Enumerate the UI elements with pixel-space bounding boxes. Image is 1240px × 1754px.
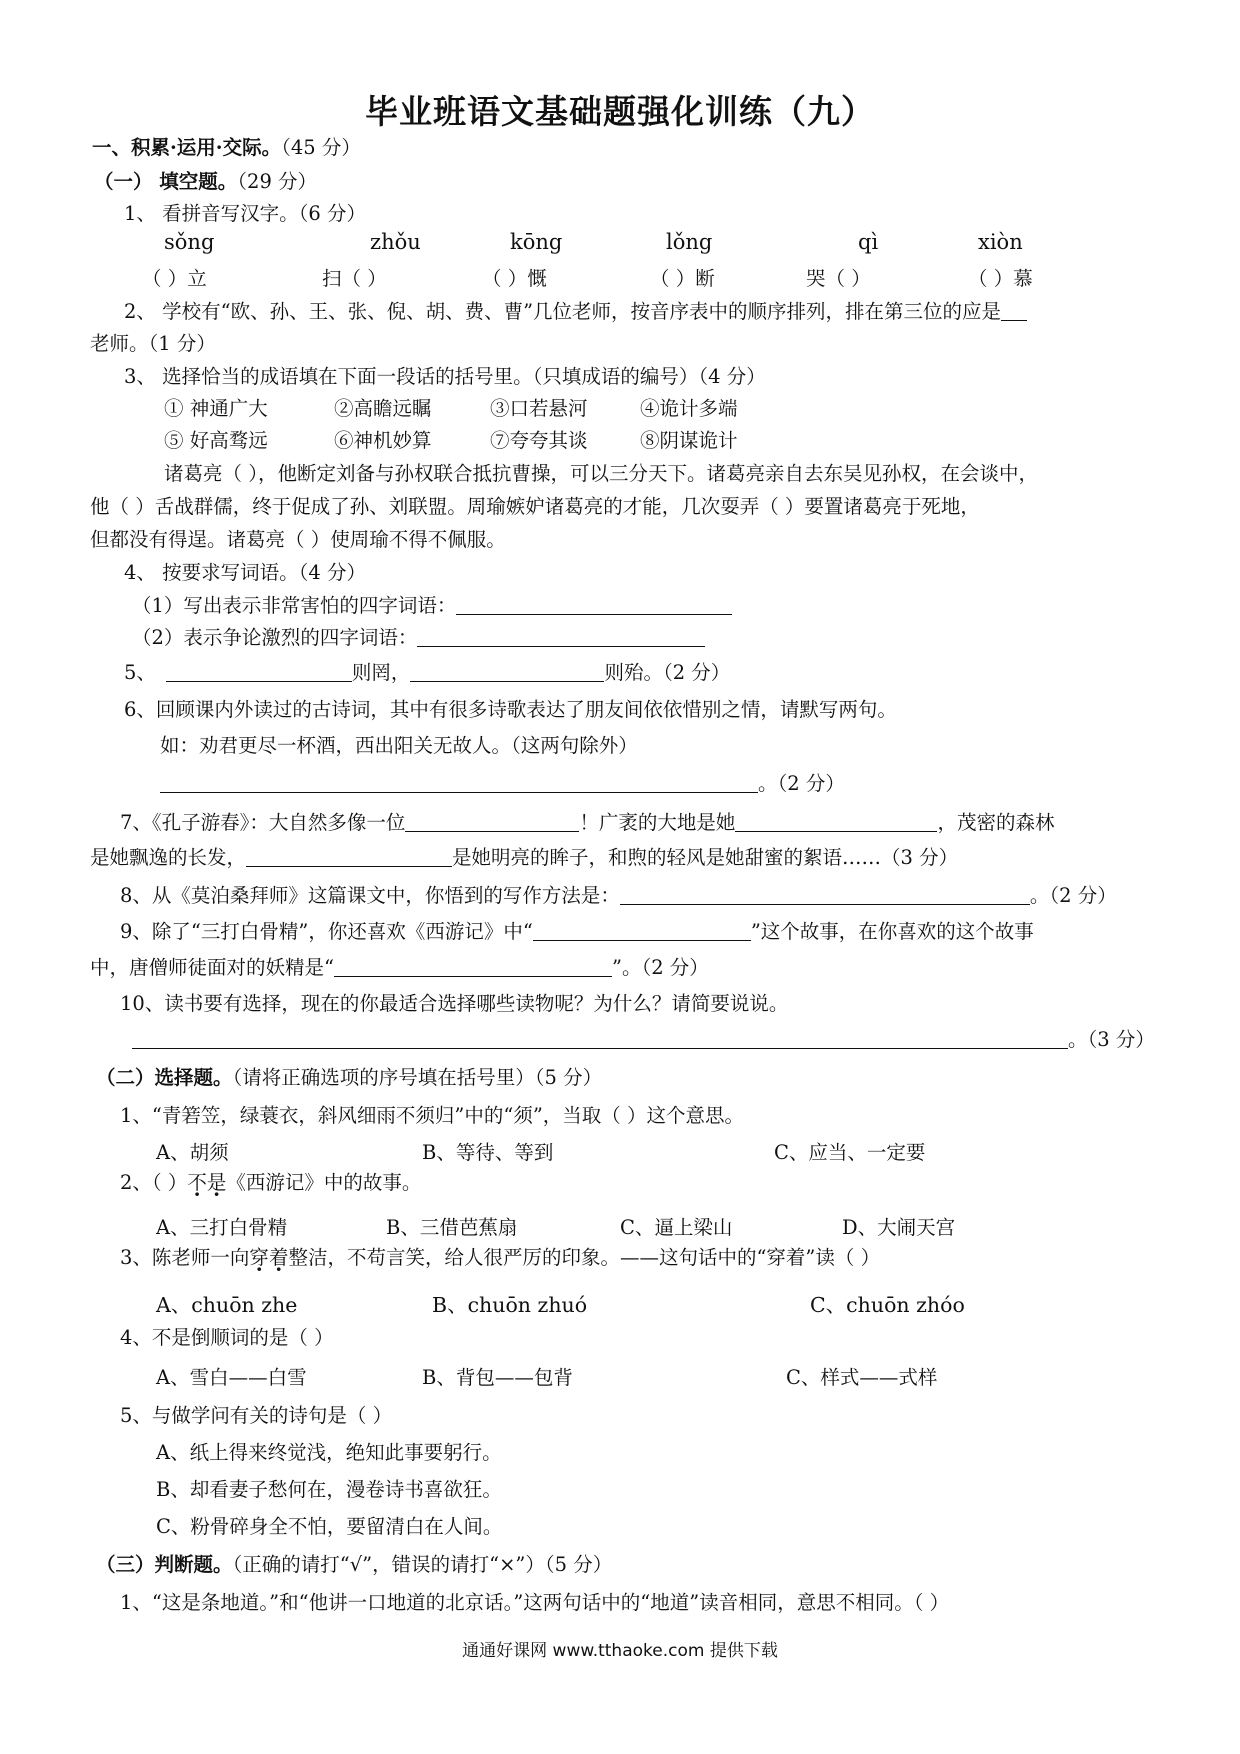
q5-text-b: 则殆。（2 分）: [604, 661, 731, 684]
q5-blank-1: [166, 661, 352, 682]
choice-2-dot-2: 是: [206, 1171, 227, 1194]
q8-line: [120, 880, 1117, 908]
footer-watermark: 通通好课网 www.tthaoke.com 提供下载: [462, 1641, 778, 1661]
choice-1-option-c: C、应当、一定要: [774, 1141, 926, 1164]
q7-blank-2: [735, 811, 937, 832]
choice-2-option-a: A、三打白骨精: [156, 1216, 288, 1239]
hanzi-blank-6: （ ）慕: [968, 267, 1033, 290]
q3-passage-3: 但都没有得逞。诸葛亮（ ）使周瑜不得不佩服。: [90, 528, 506, 551]
q8-blank: [620, 884, 1030, 905]
q7-text-a: 7、《孔子游春》：大自然多像一位: [120, 811, 406, 834]
pinyin-1: sǒng: [164, 230, 215, 254]
q10-blank: [132, 1028, 1068, 1049]
part-1-title: （一） 填空题。: [94, 170, 238, 193]
pinyin-3: kōng: [510, 230, 563, 254]
choice-2-dot-1: 不: [187, 1171, 207, 1194]
section-1-score: （45 分）: [281, 136, 361, 159]
part-1-heading: [94, 166, 317, 194]
idiom-1: ① 神通广大: [164, 397, 268, 420]
hanzi-blank-5: 哭（ ）: [806, 267, 871, 290]
pinyin-2: zhǒu: [370, 230, 421, 254]
judge-1-text: 1、“这是条地道。”和“他讲一口地道的北京话。”这两句话中的“地道”读音相同，意思不相同。（ ）: [120, 1591, 950, 1614]
choice-2-option-b: B、三借芭蕉扇: [386, 1216, 518, 1239]
q9-text-c: 中，唐僧师徒面对的妖精是“: [90, 956, 334, 979]
idiom-2: ②高瞻远瞩: [334, 397, 432, 420]
q5-blank-2: [410, 661, 604, 682]
q9-line-2: [90, 952, 709, 980]
q4-2-blank: [417, 626, 705, 647]
choice-2-option-c: C、逼上梁山: [620, 1216, 733, 1239]
q4-text: 4、 按要求写词语。（4 分）: [124, 561, 366, 584]
choice-4-option-c: C、样式——式样: [786, 1366, 938, 1389]
choice-2-text-a: 2、（ ）: [120, 1171, 188, 1194]
part-2-heading: [96, 1062, 602, 1090]
choice-3-dot-2: 着: [268, 1246, 289, 1269]
q6-text: 6、回顾课内外读过的古诗词，其中有很多诗歌表达了朋友间依依惜别之情，请默写两句。: [124, 698, 897, 721]
q7-blank-3: [246, 846, 452, 867]
choice-3-dot-1: 穿: [249, 1246, 269, 1269]
q9-text-d: ”。（2 分）: [611, 956, 709, 979]
q8-text: 8、从《莫泊桑拜师》这篇课文中，你悟到的写作方法是：: [120, 884, 620, 907]
choice-3-text-b: 整洁，不苟言笑，给人很严厉的印象。——这句话中的“穿着”读（ ）: [288, 1246, 881, 1269]
choice-3-option-a: A、chuōn zhe: [156, 1293, 298, 1317]
q9-text-a: 9、除了“三打白骨精”，你还喜欢《西游记》中“: [120, 920, 533, 943]
choice-2-option-d: D、大闹天宫: [842, 1216, 956, 1239]
part-2-note: （请将正确选项的序号填在括号里）（5 分）: [232, 1066, 603, 1089]
q2-blank: [1001, 300, 1027, 321]
choice-5-option-c: C、粉骨碎身全不怕，要留清白在人间。: [156, 1515, 503, 1538]
choice-4-option-a: A、雪白——白雪: [156, 1366, 307, 1389]
part-3-title: （三）判断题。: [96, 1553, 233, 1576]
choice-3-option-c: C、chuōn zhóo: [810, 1293, 965, 1317]
q3-passage-1: 诸葛亮（ ），他断定刘备与孙权联合抵抗曹操，可以三分天下。诸葛亮亲自去东吴见孙权，在会谈中，: [164, 462, 1038, 485]
q4-1-text: （1）写出表示非常害怕的四字词语：: [132, 594, 457, 617]
pinyin-4: lǒng: [666, 230, 713, 254]
q3-text: 3、 选择恰当的成语填在下面一段话的括号里。（只填成语的编号）（4 分）: [124, 365, 766, 388]
q6-blank: [160, 772, 758, 793]
choice-1-option-b: B、等待、等到: [422, 1141, 554, 1164]
idiom-8: ⑧阴谋诡计: [640, 429, 738, 452]
q2-line-1: [124, 296, 1027, 324]
hanzi-blank-1: （ ）立: [142, 267, 207, 290]
q7-text-b: ！广袤的大地是她: [579, 811, 736, 834]
idiom-4: ④诡计多端: [640, 397, 738, 420]
q5-line: [124, 657, 730, 685]
part-3-note: （正确的请打“√”，错误的请打“×”）（5 分）: [232, 1553, 613, 1576]
q6-example: 如：劝君更尽一杯酒，西出阳关无故人。（这两句除外）: [160, 734, 638, 757]
q1-text: 1、 看拼音写汉字。（6 分）: [124, 202, 366, 225]
hanzi-blank-3: （ ）慨: [482, 267, 547, 290]
idiom-5: ⑤ 好高骛远: [164, 429, 268, 452]
q5-number: 5、: [124, 661, 156, 684]
q9-blank-1: [533, 920, 751, 941]
q7-line-2: [90, 842, 958, 870]
q10-answer-line: [132, 1024, 1155, 1052]
idiom-3: ③口若悬河: [490, 397, 588, 420]
pinyin-5: qì: [858, 230, 879, 254]
section-1-title: 一、积累·运用·交际。: [92, 136, 282, 159]
choice-5-option-a: A、纸上得来终觉浅，绝知此事要躬行。: [156, 1441, 502, 1464]
pinyin-6: xiòn: [978, 230, 1023, 254]
q4-2-text: （2）表示争论激烈的四字词语：: [132, 626, 418, 649]
q2-text: 2、 学校有“欧、孙、王、张、倪、胡、费、曹”几位老师，按音序表中的顺序排列，排在第三位的应是: [124, 300, 1002, 323]
idiom-6: ⑥神机妙算: [334, 429, 432, 452]
part-3-heading: [96, 1549, 612, 1577]
choice-5-option-b: B、却看妻子愁何在，漫卷诗书喜欲狂。: [156, 1478, 502, 1501]
choice-4-text: 4、不是倒顺词的是（ ）: [120, 1326, 334, 1349]
q4-2-line: [132, 622, 705, 650]
q7-text-e: 是她明亮的眸子，和煦的轻风是她甜蜜的絮语……（3 分）: [452, 846, 959, 869]
choice-3-text-a: 3、陈老师一向: [120, 1246, 250, 1269]
q7-blank-1: [405, 811, 579, 832]
q9-line-1: [120, 916, 1034, 944]
choice-2-text-b: 《西游记》中的故事。: [226, 1171, 422, 1194]
choice-2-line: [120, 1167, 421, 1195]
hanzi-blank-2: 扫（ ）: [322, 267, 387, 290]
choice-1-option-a: A、胡须: [156, 1141, 229, 1164]
choice-3-line: [120, 1242, 880, 1270]
choice-4-option-b: B、背包——包背: [422, 1366, 573, 1389]
q9-text-b: ”这个故事，在你喜欢的这个故事: [750, 920, 1034, 943]
choice-1-text: 1、“青箬笠，绿蓑衣，斜风细雨不须归”中的“须”，当取（ ）这个意思。: [120, 1104, 744, 1127]
q5-text-a: 则罔，: [351, 661, 411, 684]
section-1-heading: [92, 132, 361, 160]
q3-passage-2: 他（ ）舌战群儒，终于促成了孙、刘联盟。周瑜嫉妒诸葛亮的才能，几次耍弄（ ）要置诸葛亮于死地，: [90, 495, 980, 518]
q4-1-line: [132, 590, 732, 618]
part-1-score: （29 分）: [237, 170, 318, 193]
q6-score: 。（2 分）: [758, 772, 845, 795]
q10-text: 10、读书要有选择，现在的你最适合选择哪些读物呢？为什么？请简要说说。: [120, 992, 789, 1015]
choice-5-text: 5、与做学问有关的诗句是（ ）: [120, 1404, 393, 1427]
q9-blank-2: [334, 956, 612, 977]
q7-line-1: [120, 807, 1054, 835]
q10-score: 。（3 分）: [1068, 1028, 1155, 1051]
q7-text-c: ，茂密的森林: [937, 811, 1055, 834]
q4-1-blank: [456, 594, 732, 615]
hanzi-blank-4: （ ）断: [650, 267, 715, 290]
choice-3-option-b: B、chuōn zhuó: [432, 1293, 588, 1317]
q7-text-d: 是她飘逸的长发，: [90, 846, 247, 869]
q8-score: 。（2 分）: [1029, 884, 1117, 907]
page-title: 毕业班语文基础题强化训练（九）: [365, 92, 875, 131]
q2-line-2: 老师。（1 分）: [90, 332, 216, 355]
part-2-title: （二）选择题。: [96, 1066, 233, 1089]
q6-answer-line: [160, 768, 845, 796]
idiom-7: ⑦夸夸其谈: [490, 429, 588, 452]
